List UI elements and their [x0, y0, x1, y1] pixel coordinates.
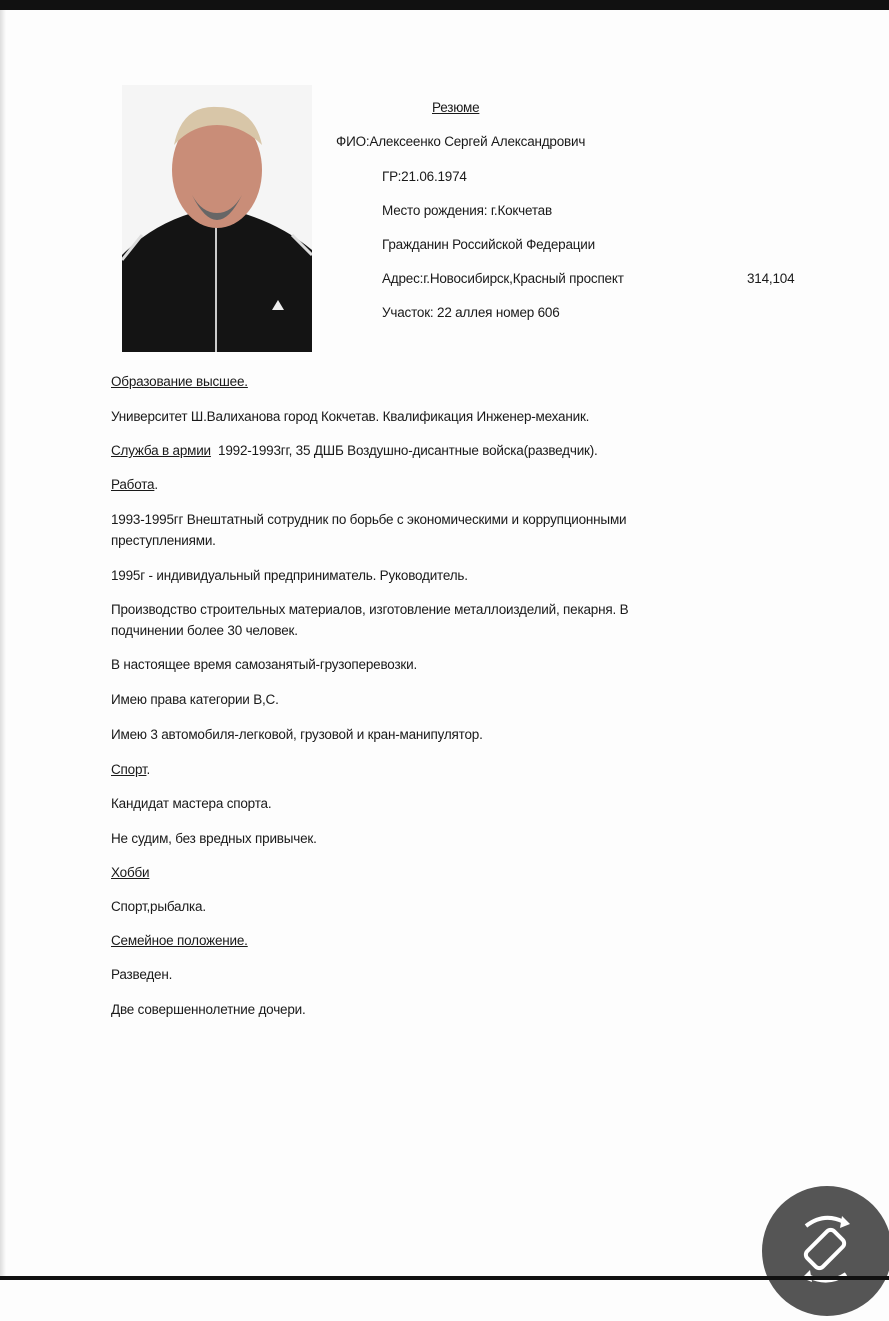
work-2: 1995г - индивидуальный предприниматель. Руководитель.	[111, 568, 468, 583]
work-4: В настоящее время самозанятый-грузоперевозки.	[111, 657, 418, 672]
army-line	[111, 443, 598, 458]
address: Адрес:г.Новосибирск,Красный проспект	[382, 271, 624, 286]
hobby-heading: Хобби	[111, 865, 150, 880]
full-name: ФИО:Алексеенко Сергей Александрович	[336, 134, 586, 149]
status-bar	[0, 0, 889, 10]
work-1a: 1993-1995гг Внештатный сотрудник по борьбе с экономическими и коррупционными	[111, 512, 627, 527]
work-3b: подчинении более 30 человек.	[111, 623, 298, 638]
profile-photo	[122, 85, 312, 352]
work-3a: Производство строительных материалов, изготовление металлоизделий, пекарня. В	[111, 602, 629, 617]
cars: Имею 3 автомобиля-легковой, грузовой и кран-манипулятор.	[111, 727, 483, 742]
education-heading: Образование высшее.	[111, 374, 248, 389]
family-status: Разведен.	[111, 967, 173, 982]
army-heading: Служба в армии	[111, 443, 211, 458]
sport-text: Кандидат мастера спорта.	[111, 796, 272, 811]
page-edge	[0, 10, 6, 1276]
work-heading-line: Работа.	[111, 477, 158, 492]
family-heading: Семейное положение.	[111, 933, 248, 948]
citizenship: Гражданин Российской Федерации	[382, 237, 595, 252]
army-text: 1992-1993гг, 35 ДШБ Воздушно-дисантные войска(разведчик).	[218, 443, 598, 458]
work-heading: Работа	[111, 477, 155, 492]
document-title: Резюме	[432, 100, 480, 115]
birthplace: Место рождения: г.Кокчетав	[382, 203, 552, 218]
bottom-bar	[0, 1276, 889, 1280]
work-1b: преступлениями.	[111, 533, 216, 548]
family-children: Две совершеннолетние дочери.	[111, 1002, 306, 1017]
record-text: Не судим, без вредных привычек.	[111, 831, 317, 846]
screen-rotate-icon	[762, 1186, 889, 1316]
birth-date: ГР:21.06.1974	[382, 169, 467, 184]
sport-heading-line: Спорт.	[111, 762, 151, 777]
plot: Участок: 22 аллея номер 606	[382, 305, 560, 320]
sport-heading: Спорт	[111, 762, 147, 777]
rotate-screen-button[interactable]	[762, 1186, 889, 1316]
license: Имею права категории В,С.	[111, 692, 279, 707]
education-text: Университет Ш.Валиханова город Кокчетав. Квалификация Инженер-механик.	[111, 409, 590, 424]
hobby-text: Спорт,рыбалка.	[111, 899, 206, 914]
address-number: 314,104	[747, 271, 795, 286]
